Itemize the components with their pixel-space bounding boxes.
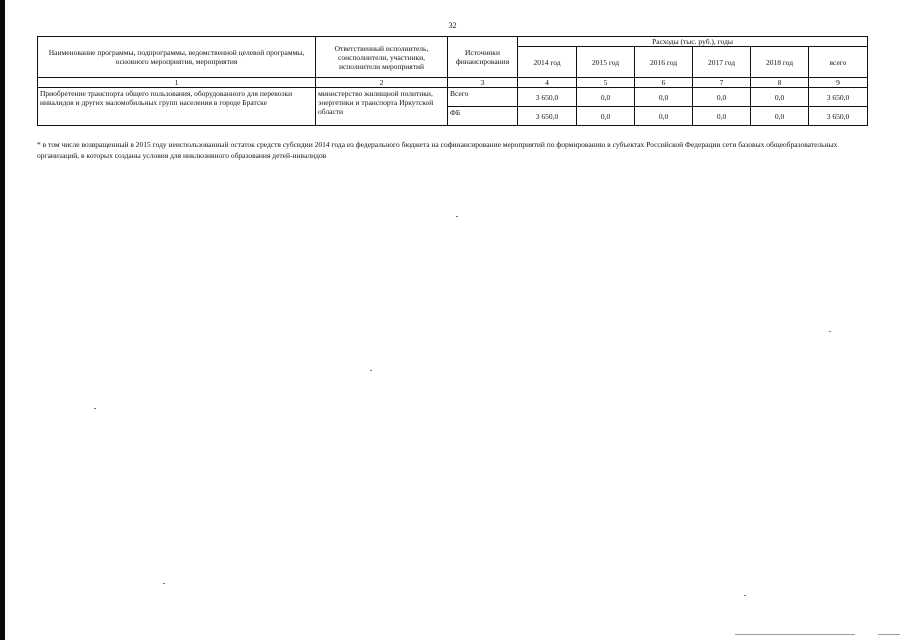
row-responsible: министерство жилищной политики, энергетики и транспорта Иркутской области — [316, 88, 448, 126]
table-row — [38, 88, 868, 107]
column-number: 6 — [635, 78, 693, 88]
column-number: 2 — [316, 78, 448, 88]
header-responsible: Ответственный исполнитель, соисполнители, участники, исполнители мероприятий — [316, 37, 448, 78]
row-value: 0,0 — [751, 107, 809, 126]
scan-artifact-line — [878, 634, 900, 635]
scan-speck — [370, 370, 372, 371]
scan-speck — [456, 216, 458, 217]
row-value: 0,0 — [577, 107, 635, 126]
row-total: 3 650,0 — [809, 107, 868, 126]
header-year: 2017 год — [693, 47, 751, 78]
scan-speck — [829, 331, 831, 332]
column-number: 9 — [809, 78, 868, 88]
page-number: 32 — [448, 21, 457, 30]
scan-speck — [744, 595, 746, 596]
row-value: 0,0 — [693, 88, 751, 107]
header-name: Наименование программы, подпрограммы, ведомственной целевой программы, основного мероприятия, мероприятия — [38, 37, 316, 78]
row-value: 0,0 — [751, 88, 809, 107]
row-value: 0,0 — [577, 88, 635, 107]
header-sources: Источники финансирования — [448, 37, 518, 78]
header-year: 2015 год — [577, 47, 635, 78]
row-value: 0,0 — [693, 107, 751, 126]
row-value: 0,0 — [635, 88, 693, 107]
scan-speck — [163, 583, 165, 584]
row-value: 3 650,0 — [518, 107, 577, 126]
row-total: 3 650,0 — [809, 88, 868, 107]
header-year: 2018 год — [751, 47, 809, 78]
column-number: 8 — [751, 78, 809, 88]
row-value: 0,0 — [635, 107, 693, 126]
header-row-1 — [38, 37, 868, 47]
scan-artifact-line — [735, 634, 855, 635]
column-number: 5 — [577, 78, 635, 88]
header-total: всего — [809, 47, 868, 78]
row-value: 3 650,0 — [518, 88, 577, 107]
column-number-row — [38, 78, 868, 88]
header-year: 2016 год — [635, 47, 693, 78]
column-number: 7 — [693, 78, 751, 88]
scan-speck — [94, 408, 96, 409]
column-number: 4 — [518, 78, 577, 88]
row-name: Приобретение транспорта общего пользования, оборудованного для перевозки инвалидов и других маломобильных групп населения в городе Братске — [38, 88, 316, 126]
scan-edge-shadow — [0, 0, 5, 640]
header-expenses-group: Расходы (тыс. руб.), годы — [518, 37, 868, 47]
header-year: 2014 год — [518, 47, 577, 78]
column-number: 1 — [38, 78, 316, 88]
row-source: Всего — [448, 88, 518, 107]
budget-table — [37, 36, 868, 126]
footnote: * в том числе возвращенный в 2015 году неиспользованный остаток средств субсидии 2014 года из федерального бюджета на софинансирование мероприятий по формированию в субъектах Российской Федерации сети базовых общеобразовательных организаций, в которых созданы условия для инклюзивного образования детей-инвалидов — [37, 140, 838, 160]
row-source: ФБ — [448, 107, 518, 126]
column-number: 3 — [448, 78, 518, 88]
